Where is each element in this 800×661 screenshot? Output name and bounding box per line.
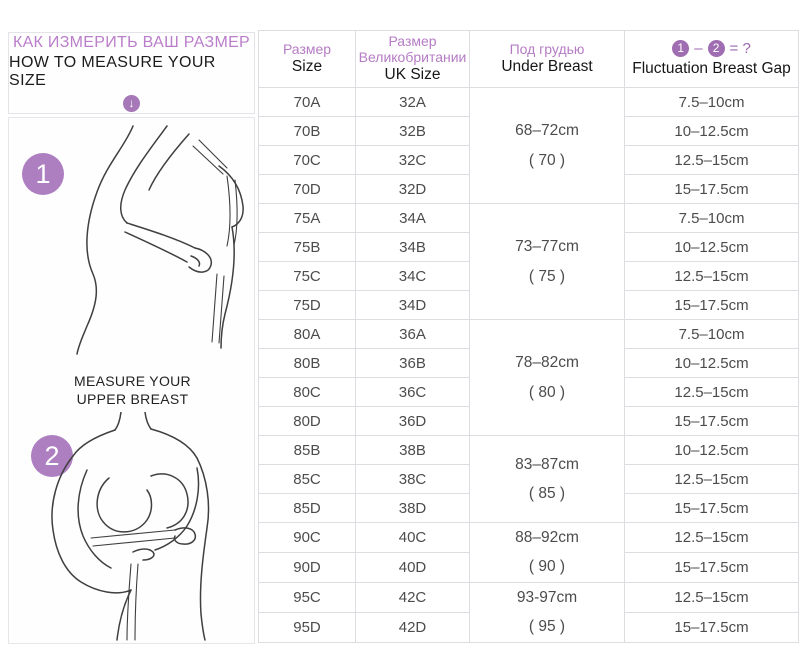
under-band: ( 85 )	[528, 485, 566, 502]
step-2-badge: 2	[31, 435, 73, 477]
under-band: ( 75 )	[528, 267, 566, 285]
under-breast-cell	[470, 582, 625, 642]
under-header-ru: Под грудью	[509, 41, 585, 58]
under-breast-cell	[470, 88, 625, 204]
uk-size-cell: 32C	[356, 146, 470, 175]
table-row	[259, 320, 799, 349]
size-header-ru: Размер	[282, 41, 332, 58]
circled-1-icon: 1	[672, 40, 689, 57]
uk-size-cell: 34A	[356, 204, 470, 233]
uk-size-cell: 42C	[356, 582, 470, 612]
gap-cell: 7.5–10cm	[625, 204, 799, 233]
uk-size-cell: 38D	[356, 494, 470, 523]
uk-size-cell: 32D	[356, 175, 470, 204]
formula-equals: = ?	[729, 39, 751, 57]
under-range: 78–82cm	[515, 354, 579, 372]
uk-header-en: UK Size	[384, 66, 441, 84]
uk-size-cell: 42D	[356, 612, 470, 642]
gap-cell: 15–17.5cm	[625, 291, 799, 320]
uk-size-cell: 40D	[356, 552, 470, 582]
under-header-en: Under Breast	[501, 58, 593, 76]
size-cell: 70A	[259, 88, 356, 117]
under-range: 93-97cm	[516, 588, 578, 606]
under-range: 68–72cm	[515, 122, 579, 140]
size-cell: 85B	[259, 436, 356, 465]
under-band: ( 80 )	[528, 383, 566, 401]
size-cell: 90C	[259, 523, 356, 553]
gap-cell: 7.5–10cm	[625, 320, 799, 349]
circled-2-icon: 2	[708, 40, 725, 57]
table-row	[259, 523, 799, 553]
size-cell: 75B	[259, 233, 356, 262]
uk-size-cell: 34B	[356, 233, 470, 262]
size-cell: 75A	[259, 204, 356, 233]
under-range: 88–92cm	[515, 529, 579, 546]
under-range: 73–77cm	[515, 238, 579, 256]
size-cell: 90D	[259, 552, 356, 582]
illustration-panel	[8, 117, 255, 644]
table-row	[259, 204, 799, 233]
gap-formula	[625, 40, 798, 57]
gap-cell: 12.5–15cm	[625, 262, 799, 291]
gap-cell: 12.5–15cm	[625, 146, 799, 175]
uk-size-cell: 32B	[356, 117, 470, 146]
under-breast-cell	[470, 436, 625, 523]
down-arrow-icon: ↓	[123, 95, 140, 112]
uk-size-cell: 36B	[356, 349, 470, 378]
under-band: ( 90 )	[528, 558, 566, 576]
size-cell: 95C	[259, 582, 356, 612]
table-row	[259, 88, 799, 117]
size-cell: 80C	[259, 378, 356, 407]
col-header-under-breast	[470, 31, 625, 88]
gap-cell: 10–12.5cm	[625, 436, 799, 465]
measure-under-breast-illustration	[25, 412, 240, 642]
caption-line-2: UPPER BREAST	[76, 391, 189, 408]
size-cell: 70B	[259, 117, 356, 146]
gap-cell: 12.5–15cm	[625, 582, 799, 612]
size-cell: 95D	[259, 612, 356, 642]
gap-cell: 12.5–15cm	[625, 523, 799, 553]
under-band: ( 95 )	[528, 618, 566, 636]
gap-cell: 12.5–15cm	[625, 378, 799, 407]
step-1-badge: 1	[22, 153, 64, 195]
gap-cell: 10–12.5cm	[625, 349, 799, 378]
col-header-uk-size	[356, 31, 470, 88]
uk-size-cell: 34D	[356, 291, 470, 320]
gap-cell: 15–17.5cm	[625, 612, 799, 642]
col-header-size	[259, 31, 356, 88]
figure-1-caption	[9, 372, 256, 408]
measure-upper-breast-illustration	[41, 124, 246, 356]
size-cell: 70C	[259, 146, 356, 175]
uk-size-cell: 36D	[356, 407, 470, 436]
gap-cell: 15–17.5cm	[625, 552, 799, 582]
uk-header-ru-2: Великобритании	[358, 49, 467, 66]
gap-cell: 15–17.5cm	[625, 494, 799, 523]
uk-size-cell: 38C	[356, 465, 470, 494]
size-cell: 75D	[259, 291, 356, 320]
table-row	[259, 436, 799, 465]
size-cell: 80A	[259, 320, 356, 349]
size-cell: 85D	[259, 494, 356, 523]
formula-dash: –	[694, 39, 703, 57]
size-header-en: Size	[291, 58, 323, 76]
col-header-gap	[625, 31, 799, 88]
size-cell: 75C	[259, 262, 356, 291]
under-breast-cell	[470, 523, 625, 583]
size-cell: 80D	[259, 407, 356, 436]
gap-cell: 15–17.5cm	[625, 175, 799, 204]
table-row	[259, 582, 799, 612]
gap-cell: 10–12.5cm	[625, 117, 799, 146]
uk-size-cell: 34C	[356, 262, 470, 291]
measure-title-box	[8, 32, 255, 114]
size-cell: 70D	[259, 175, 356, 204]
gap-cell: 12.5–15cm	[625, 465, 799, 494]
title-english: HOW TO MEASURE YOUR SIZE	[9, 54, 216, 89]
gap-header-en: Fluctuation Breast Gap	[632, 59, 791, 77]
gap-cell: 7.5–10cm	[625, 88, 799, 117]
uk-size-cell: 36A	[356, 320, 470, 349]
uk-size-cell: 36C	[356, 378, 470, 407]
size-cell: 80B	[259, 349, 356, 378]
uk-size-cell: 40C	[356, 523, 470, 553]
size-cell: 85C	[259, 465, 356, 494]
under-band: ( 70 )	[528, 151, 566, 169]
gap-cell: 15–17.5cm	[625, 407, 799, 436]
under-breast-cell	[470, 320, 625, 436]
uk-size-cell: 32A	[356, 88, 470, 117]
header-row	[259, 31, 799, 88]
under-breast-cell	[470, 204, 625, 320]
uk-header-ru-1: Размер	[388, 33, 437, 50]
size-table	[258, 30, 799, 643]
uk-size-cell: 38B	[356, 436, 470, 465]
title-russian: КАК ИЗМЕРИТЬ ВАШ РАЗМЕР	[12, 34, 251, 51]
gap-cell: 10–12.5cm	[625, 233, 799, 262]
under-range: 83–87cm	[515, 455, 579, 473]
caption-line-1: MEASURE YOUR	[74, 373, 191, 389]
